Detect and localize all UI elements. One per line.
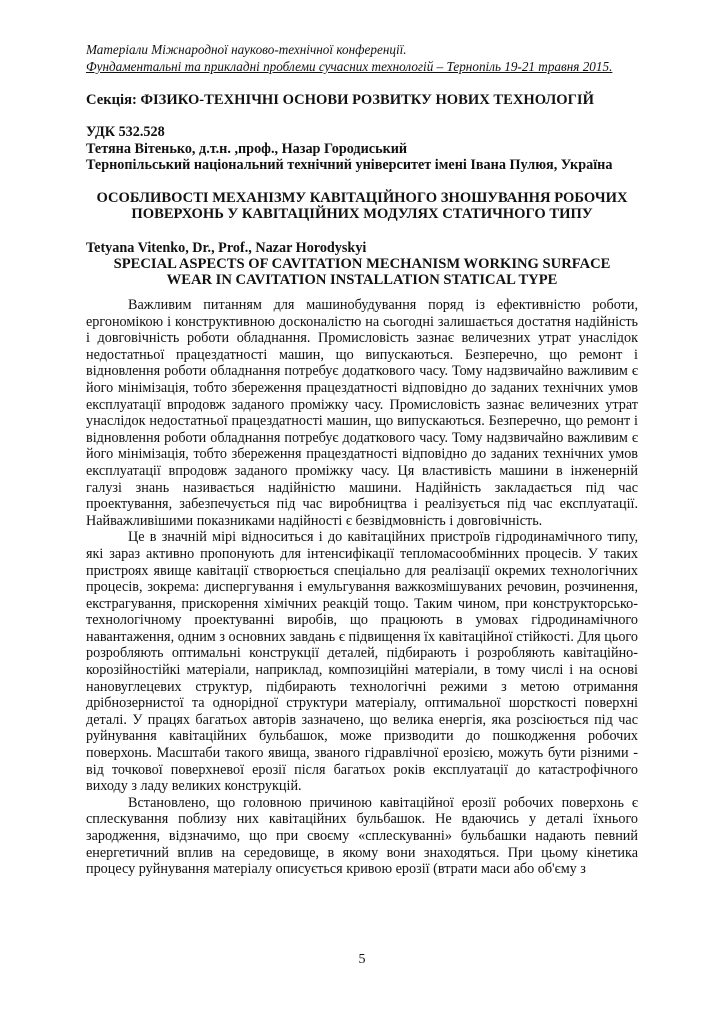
- title-ukrainian-line-1: ОСОБЛИВОСТІ МЕХАНІЗМУ КАВІТАЦІЙНОГО ЗНОШУВАННЯ РОБОЧИХ: [96, 190, 628, 206]
- section-heading: Секція: ФІЗИКО-ТЕХНІЧНІ ОСНОВИ РОЗВИТКУ НОВИХ ТЕХНОЛОГІЙ: [86, 92, 594, 108]
- title-english-line-2: WEAR IN CAVITATION INSTALLATION STATICAL TYPE: [166, 272, 558, 288]
- body-paragraph-1: Важливим питанням для машинобудування поряд із ефективністю роботи, ергономікою і конструктивною досконалістю на сьогодні залишається достатня надійність і довговічність роботи обладнання. Промисловість зазнає величезних утрат унаслідок недостатньої працездатності машин, що випускаються. Безперечно, що ремонт і відновлення роботи обладнання потребує додаткового часу. Тому надзвичайно важливим є його мінімізація, тобто збереження працездатності відповідно до заданих технічних умов експлуатації впродовж заданого проміжку часу. Промисловість зазнає величезних утрат унаслідок недостатньої працездатності машин, що випускаються. Безперечно, що ремонт і відновлення роботи обладнання потребує додаткового часу. Тому надзвичайно важливим є його мінімізація, тобто збереження працездатності відповідно до заданих технічних умов експлуатації впродовж заданого проміжку часу. Ця властивість машини в інженерній галузі знань називається надійністю машини. Надійність закладається під час проектування, забезпечується під час виробництва і реалізується під час експлуатації. Найважливішими показниками надійності є безвідмовність і довговічність.: [86, 297, 638, 529]
- body-paragraph-2: Це в значній мірі відноситься і до кавітаційних пристроїв гідродинамічного типу, які зараз активно пропонують для інтенсифікації тепломасообмінних процесів. У таких пристроях явище кавітації створюється спеціально для реалізації окремих технологічних процесів, зокрема: диспергування і емульгування важкозмішуваних речовин, розчинення, екстрагування, прискорення хімічних реакцій тощо. Таким чином, при конструкторсько-технологічному проектуванні виробів, що працюють в умовах гідродинамічного навантаження, одним з основних завдань є підвищення їх кавітаційної стійкості. Для цього розробляють оптимальні конструкції деталей, підбирають і розробляють кавітаційно-корозійностійкі матеріали, наприклад, композиційні матеріали, в тому числі і на основі нановуглецевих структур, підбирають технологічні режими з метою отримання дрібнозернистої та однорідної структури матеріалу, оптимальної шорсткості поверхні деталі. У працях багатьох авторів зазначено, що велика енергія, яка розсіюється під час руйнування кавітаційних бульбашок, може призводити до пошкодження робочих поверхонь. Масштаби такого явища, званого гідравлічної ерозією, можуть бути різними - від точкової поверхневої ерозії після багатьох років експлуатації до катастрофічного виходу з ладу великих конструкцій.: [86, 529, 638, 795]
- body-paragraph-3: Встановлено, що головною причиною кавітаційної ерозії робочих поверхонь є сплескування поблизу них кавітаційних бульбашок. Не вдаючись у деталі їхнього зародження, відзначимо, що при своєму «сплескуванні» бульбашки надають певний енергетичний вплив на середовище, в якому вони знаходяться. При цьому кінетика процесу руйнування матеріалу описується кривою ерозії (втрати маси або об'єму з: [86, 794, 638, 878]
- title-ukrainian-line-2: ПОВЕРХОНЬ У КАВІТАЦІЙНИХ МОДУЛЯХ СТАТИЧНОГО ТИПУ: [131, 206, 593, 222]
- conference-header-line-2: Фундаментальні та прикладні проблеми сучасних технологій – Тернопіль 19-21 травня 2015.: [86, 59, 613, 74]
- authors-ukrainian: Тетяна Вітенько, д.т.н. ,проф., Назар Городиський: [86, 141, 408, 157]
- udk-code: УДК 532.528: [86, 124, 165, 140]
- page-number: 5: [358, 952, 366, 967]
- authors-english: Tetyana Vitenko, Dr., Prof., Nazar Horodyskyi: [86, 240, 367, 256]
- affiliation: Тернопільський національний технічний університет імені Івана Пулюя, Україна: [86, 157, 613, 173]
- article-body: [86, 297, 638, 878]
- title-english-line-1: SPECIAL ASPECTS OF CAVITATION MECHANISM WORKING SURFACE: [113, 256, 611, 272]
- conference-header-line-1: Матеріали Міжнародної науково-технічної конференції.: [86, 42, 407, 57]
